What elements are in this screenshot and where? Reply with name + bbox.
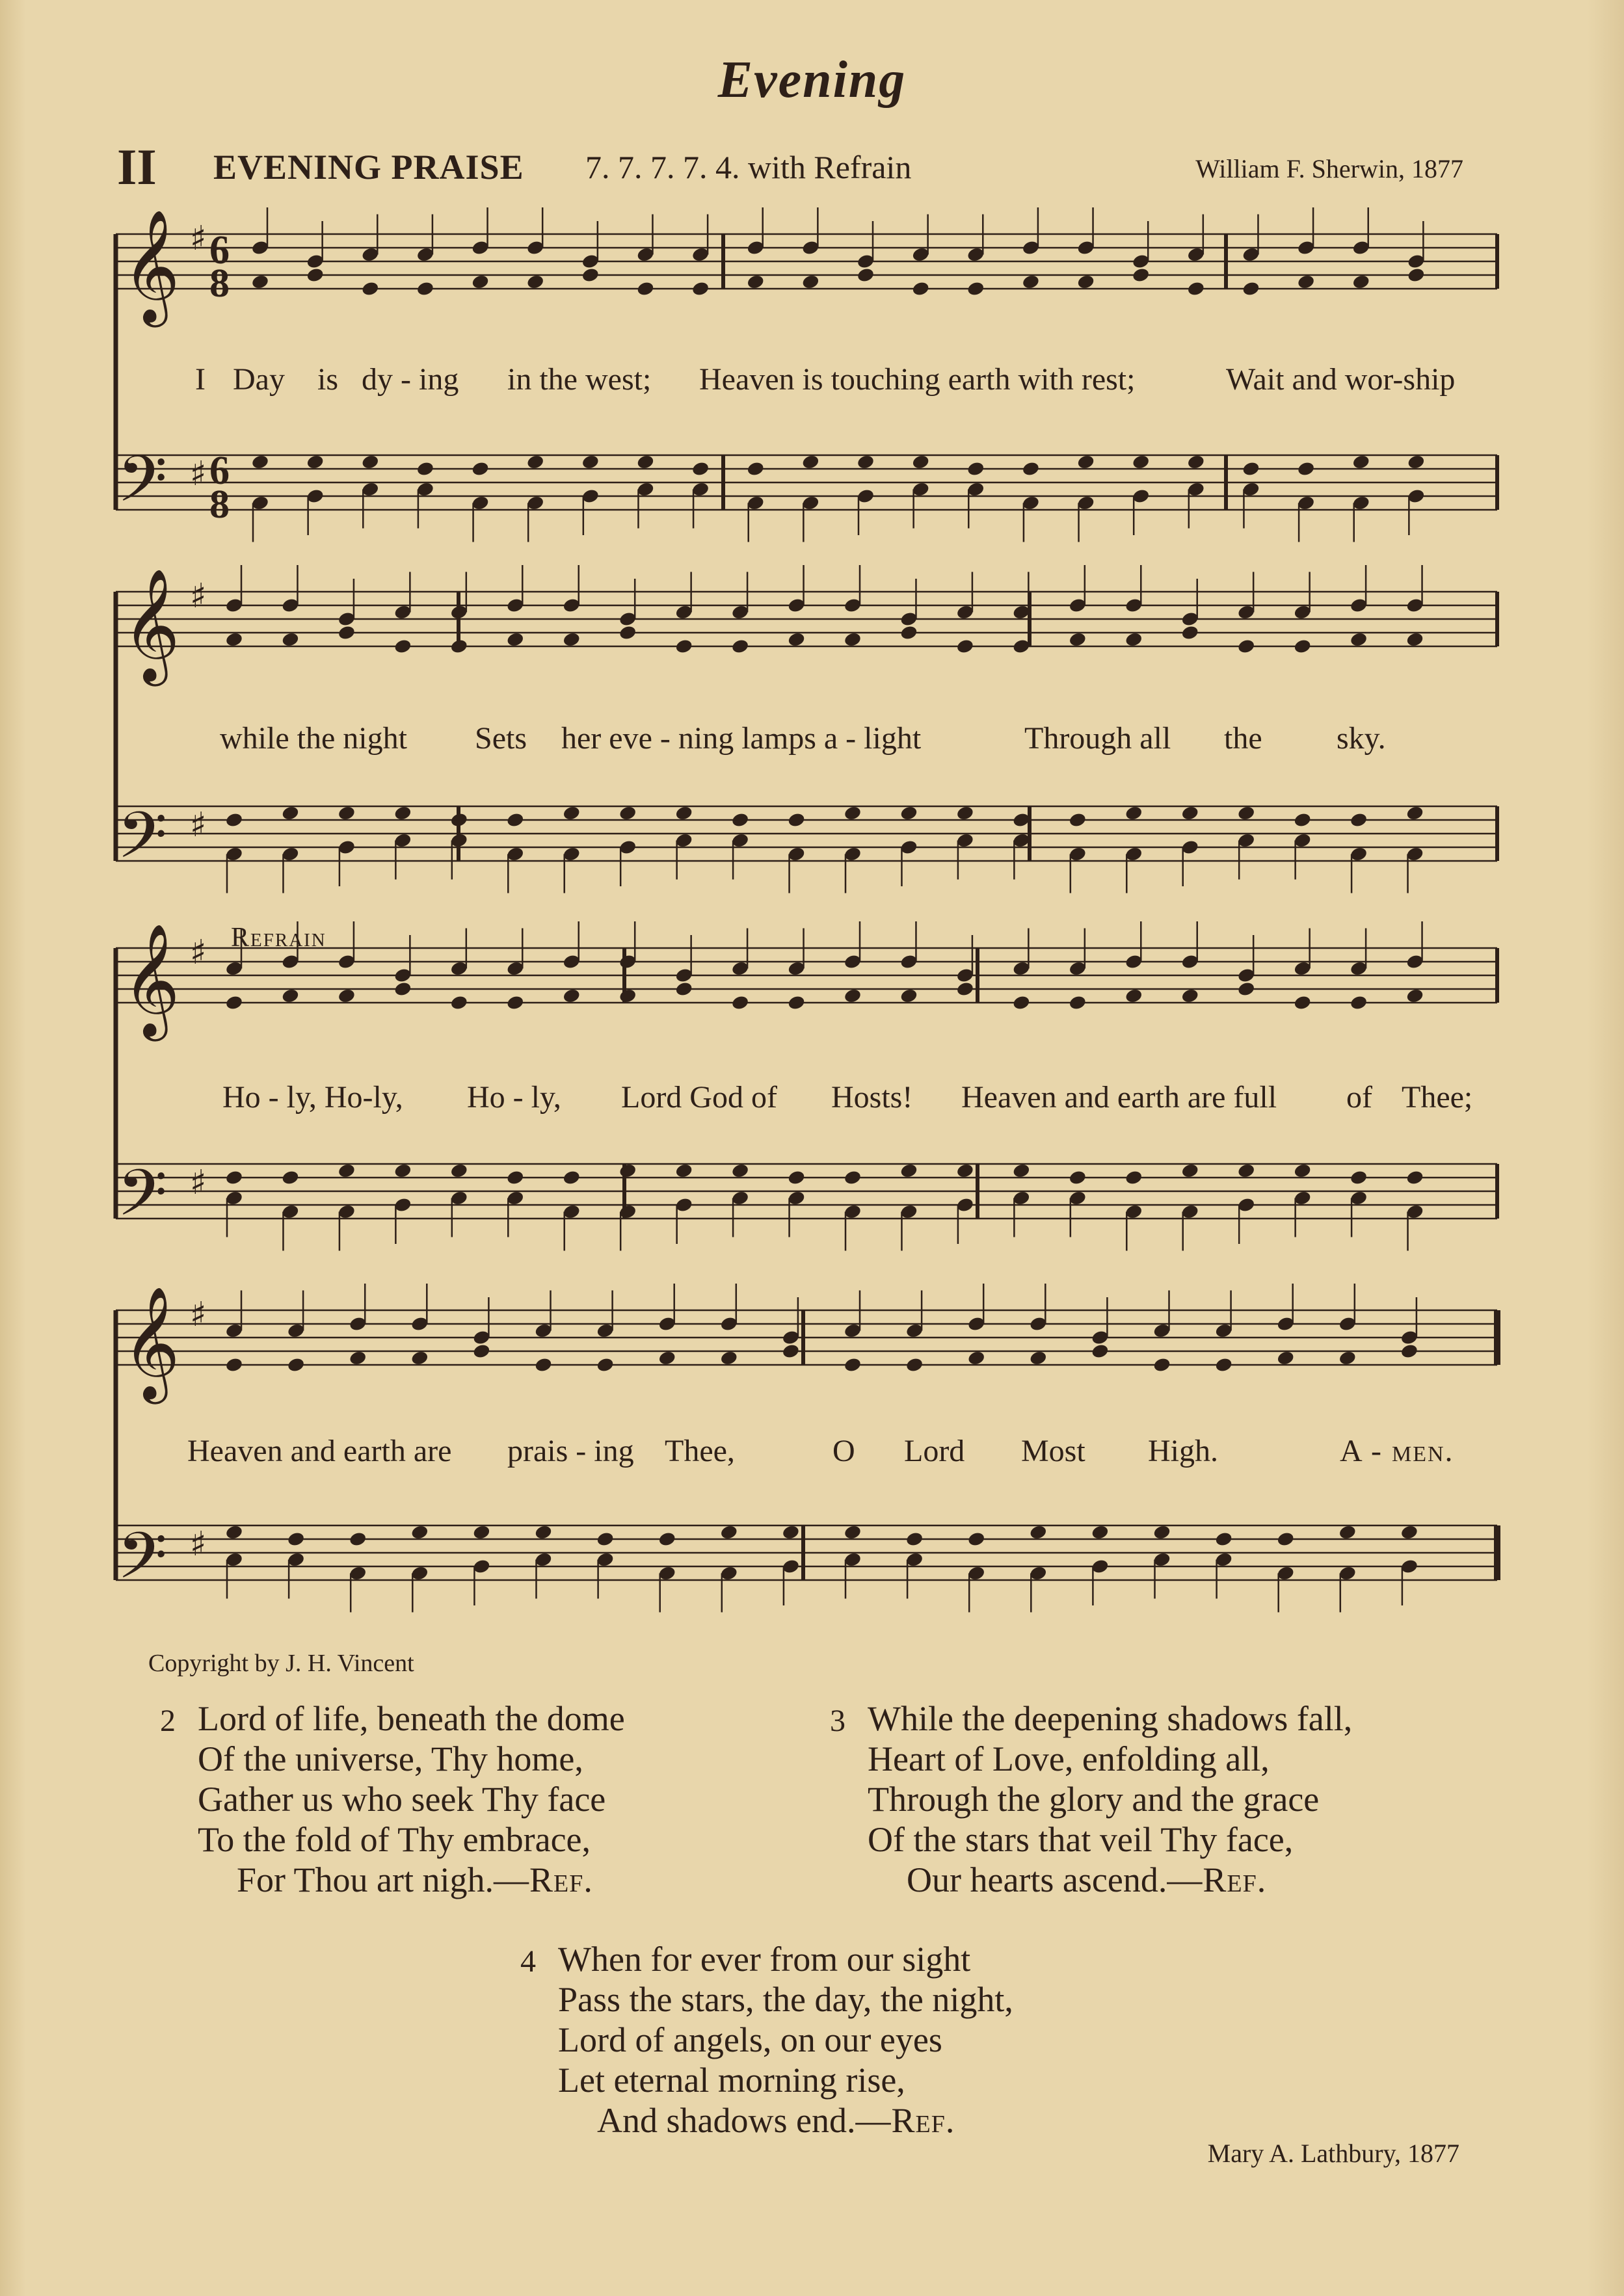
note-head: [674, 981, 693, 997]
lyric-word: Ho - ly,: [467, 1080, 561, 1115]
note-head: [905, 1356, 924, 1373]
note-head: [967, 1531, 986, 1547]
note-head: [1407, 267, 1426, 283]
note-head: [225, 1169, 244, 1185]
note-head: [471, 460, 490, 477]
lyric-word: sky.: [1337, 721, 1386, 756]
verse-last-line: [558, 2100, 1013, 2141]
lyric-word: Lord: [904, 1434, 965, 1468]
sharp-icon: ♯: [190, 1525, 207, 1564]
note-head: [956, 1163, 975, 1179]
bass-clef-icon: [117, 798, 167, 889]
lyric-word: Heaven and earth are: [187, 1434, 452, 1468]
note-head: [787, 631, 806, 648]
note-head: [506, 994, 525, 1010]
note-head: [1125, 1169, 1143, 1185]
note-head: [619, 624, 637, 640]
note-head: [287, 1356, 306, 1373]
note-head: [581, 267, 600, 283]
note-head: [1186, 454, 1205, 470]
note-head: [967, 1350, 986, 1366]
note-head: [596, 1531, 615, 1547]
note-head: [410, 1524, 429, 1540]
treble-staff: [116, 948, 1497, 1003]
verse-last-line: [868, 1860, 1352, 1900]
note-head: [1350, 631, 1368, 648]
note-head: [393, 805, 412, 821]
note-head: [1293, 638, 1312, 654]
note-head: [1029, 1350, 1048, 1366]
note-head: [251, 274, 270, 290]
note-head: [562, 988, 581, 1004]
note-head: [1022, 460, 1041, 477]
note-head: [1242, 280, 1260, 297]
lyric-word: the: [1224, 721, 1262, 756]
note-head: [1012, 1163, 1031, 1179]
note-head: [361, 454, 380, 470]
note-head: [1351, 454, 1370, 470]
note-head: [1297, 274, 1316, 290]
note-head: [911, 280, 930, 297]
sharp-icon: ♯: [190, 219, 207, 258]
lyric-word: Hosts!: [831, 1080, 913, 1115]
note-head: [691, 280, 710, 297]
verse-3: [830, 1698, 1353, 1900]
note-head: [562, 805, 581, 821]
treble-clef-icon: [122, 209, 180, 328]
staves: [116, 219, 1497, 1580]
verse-last-text: And shadows end.: [597, 2101, 856, 2140]
note-head: [966, 280, 985, 297]
lyric-word: High.: [1148, 1434, 1218, 1468]
note-head: [1091, 1524, 1110, 1540]
note-head: [506, 812, 525, 828]
note-head: [281, 631, 300, 648]
verse-line: Heart of Love, enfolding all,: [868, 1739, 1270, 1778]
time-signature: [209, 228, 230, 527]
lyric-word: I: [195, 362, 206, 397]
svg-text:𝄢: 𝄢: [117, 1156, 168, 1247]
note-head: [472, 1343, 491, 1359]
lyric-word: of: [1346, 1080, 1372, 1115]
sharp-icon: ♯: [190, 455, 207, 494]
note-head: [1276, 1350, 1295, 1366]
note-head: [844, 1169, 862, 1185]
note-head: [1350, 1169, 1368, 1185]
lyric-word: prais - ing: [507, 1434, 634, 1468]
note-head: [844, 988, 862, 1004]
note-head: [225, 994, 244, 1010]
note-head: [225, 1524, 244, 1540]
note-head: [1293, 994, 1312, 1010]
note-head: [1237, 981, 1256, 997]
note-head: [636, 454, 655, 470]
verse-line: Let eternal morning rise,: [558, 2061, 905, 2100]
note-head: [1180, 624, 1199, 640]
note-head: [899, 988, 918, 1004]
note-head: [1242, 460, 1260, 477]
hymn-number: II: [117, 139, 157, 195]
note-head: [281, 805, 300, 821]
composer: William F. Sherwin, 1877: [1195, 154, 1463, 183]
note-head: [506, 631, 525, 648]
verse-number: 2: [160, 1704, 176, 1738]
verse-number: 4: [520, 1944, 536, 1979]
tune-name: EVENING PRAISE: [213, 148, 524, 187]
verse-line: To the fold of Thy embrace,: [198, 1820, 591, 1859]
bass-staff: [116, 806, 1497, 861]
note-head: [1180, 805, 1199, 821]
note-head: [1125, 805, 1143, 821]
verse-2: [160, 1698, 625, 1900]
treble-clef-icon: [122, 568, 180, 687]
note-head: [801, 274, 820, 290]
note-head: [658, 1350, 676, 1366]
verse-line: Of the universe, Thy home,: [198, 1739, 583, 1778]
note-head: [1405, 988, 1424, 1004]
note-head: [787, 994, 806, 1010]
svg-text:𝄞: 𝄞: [122, 209, 180, 323]
note-head: [1068, 631, 1087, 648]
note-head: [857, 267, 875, 283]
note-head: [899, 805, 918, 821]
note-head: [1297, 460, 1316, 477]
verse-line: Lord of angels, on our eyes: [558, 2020, 942, 2059]
lyric-word: Through all: [1024, 721, 1171, 756]
note-head: [361, 280, 380, 297]
lyric-word: her eve - ning lamps a - light: [561, 721, 922, 756]
time-sig-top: 6: [209, 449, 230, 493]
lyric-word: Wait and wor-ship: [1226, 362, 1456, 397]
note-head: [787, 1169, 806, 1185]
note-head: [899, 1163, 918, 1179]
note-head: [1029, 1524, 1048, 1540]
note-head: [1214, 1531, 1233, 1547]
note-head: [449, 638, 468, 654]
bass-staff: [116, 1164, 1497, 1219]
note-head: [534, 1524, 553, 1540]
note-head: [1400, 1343, 1419, 1359]
note-head: [956, 981, 975, 997]
lyric-word: Lord God of: [621, 1080, 777, 1115]
treble-staff: [116, 592, 1497, 646]
note-head: [416, 460, 435, 477]
treble-clef-icon: [122, 1286, 180, 1405]
note-head: [338, 805, 356, 821]
note-head: [1068, 994, 1087, 1010]
lyric-word: Ho - ly, Ho-ly,: [222, 1080, 403, 1115]
note-head: [956, 805, 975, 821]
note-head: [844, 631, 862, 648]
note-head: [596, 1356, 615, 1373]
note-head: [393, 638, 412, 654]
bass-clef-icon: [117, 442, 167, 533]
note-head: [581, 454, 600, 470]
note-head: [1068, 812, 1087, 828]
note-head: [1293, 812, 1312, 828]
lyric-word: Thee,: [665, 1434, 735, 1468]
note-head: [857, 454, 875, 470]
verse-number: 3: [830, 1704, 845, 1738]
note-head: [1338, 1350, 1357, 1366]
bass-clef-icon: [117, 1519, 167, 1609]
note-head: [1152, 1524, 1171, 1540]
note-head: [449, 994, 468, 1010]
note-head: [1338, 1524, 1357, 1540]
note-head: [338, 1163, 356, 1179]
note-head: [410, 1350, 429, 1366]
lyric-word: Most: [1021, 1434, 1085, 1468]
sharp-icon: ♯: [190, 806, 207, 845]
note-head: [338, 624, 356, 640]
note-head: [225, 1356, 244, 1373]
note-head: [719, 1350, 738, 1366]
lyric-word: O: [832, 1434, 855, 1468]
note-head: [844, 805, 862, 821]
lyric-word: Heaven is touching earth with rest;: [699, 362, 1136, 397]
note-head: [1237, 638, 1256, 654]
sharp-icon: ♯: [190, 933, 207, 972]
note-head: [1276, 1531, 1295, 1547]
lyric-word: Sets: [475, 721, 527, 756]
verse-line: Of the stars that veil Thy face,: [868, 1820, 1294, 1859]
verse-line: When for ever from our sight: [558, 1940, 971, 1979]
verse-4: [520, 1939, 1013, 2141]
refrain-label: Refrain: [231, 923, 326, 953]
time-sig-bottom: 8: [209, 482, 230, 527]
note-head: [526, 274, 545, 290]
svg-text:𝄞: 𝄞: [122, 568, 180, 681]
note-head: [251, 454, 270, 470]
note-head: [619, 988, 637, 1004]
lyric-word: while the night: [220, 721, 407, 756]
note-head: [306, 267, 325, 283]
note-head: [787, 812, 806, 828]
verse-line: While the deepening shadows fall,: [868, 1699, 1353, 1738]
note-head: [526, 454, 545, 470]
note-head: [801, 454, 820, 470]
note-head: [899, 624, 918, 640]
note-head: [1405, 1169, 1424, 1185]
note-head: [471, 274, 490, 290]
note-head: [1237, 805, 1256, 821]
note-head: [1214, 1356, 1233, 1373]
note-head: [746, 274, 765, 290]
note-head: [1351, 274, 1370, 290]
note-head: [1076, 274, 1095, 290]
note-head: [281, 988, 300, 1004]
notes: [225, 207, 1426, 1613]
note-head: [506, 1169, 525, 1185]
note-head: [911, 454, 930, 470]
note-head: [731, 812, 750, 828]
note-head: [691, 460, 710, 477]
note-head: [674, 805, 693, 821]
note-head: [393, 1163, 412, 1179]
note-head: [534, 1356, 553, 1373]
svg-text:𝄞: 𝄞: [122, 923, 180, 1036]
note-head: [1350, 812, 1368, 828]
ref-marker: —Ref.: [493, 1860, 593, 1899]
lyric-word-amen: A - men.: [1340, 1434, 1454, 1468]
sharp-icon: ♯: [190, 1295, 207, 1334]
note-head: [782, 1343, 801, 1359]
note-head: [1180, 988, 1199, 1004]
bass-clef-icon: [117, 1156, 167, 1247]
note-head: [416, 280, 435, 297]
note-head: [782, 1524, 801, 1540]
note-head: [1350, 994, 1368, 1010]
copyright: Copyright by J. H. Vincent: [148, 1650, 414, 1677]
note-head: [1012, 994, 1031, 1010]
note-head: [674, 638, 693, 654]
note-head: [619, 1163, 637, 1179]
note-head: [287, 1531, 306, 1547]
note-head: [1400, 1524, 1419, 1540]
svg-text:𝄢: 𝄢: [117, 1519, 168, 1609]
svg-text:𝄢: 𝄢: [117, 442, 168, 533]
note-head: [1132, 454, 1151, 470]
note-head: [472, 1524, 491, 1540]
sharp-icon: ♯: [190, 1163, 207, 1202]
verse-last-text: Our hearts ascend.: [907, 1860, 1167, 1899]
verse-line: Gather us who seek Thy face: [198, 1780, 606, 1819]
note-head: [956, 638, 975, 654]
note-head: [746, 460, 765, 477]
note-head: [349, 1350, 367, 1366]
note-head: [281, 1169, 300, 1185]
note-head: [1125, 631, 1143, 648]
note-head: [844, 1524, 862, 1540]
note-head: [1091, 1343, 1110, 1359]
svg-text:𝄢: 𝄢: [117, 798, 168, 889]
note-head: [619, 805, 637, 821]
note-head: [393, 981, 412, 997]
meter: 7. 7. 7. 7. 4. with Refrain: [585, 149, 912, 185]
note-head: [674, 1163, 693, 1179]
note-head: [1407, 454, 1426, 470]
note-head: [1293, 1163, 1312, 1179]
lyric-word: is: [317, 362, 339, 397]
note-head: [636, 280, 655, 297]
lyric-word: in the west;: [507, 362, 652, 397]
note-head: [1180, 1163, 1199, 1179]
note-head: [1022, 274, 1041, 290]
note-head: [658, 1531, 676, 1547]
note-head: [225, 631, 244, 648]
sharp-icon: ♯: [190, 577, 207, 616]
note-head: [905, 1531, 924, 1547]
note-head: [449, 1163, 468, 1179]
verse-last-text: For Thou art nigh.: [237, 1860, 494, 1899]
note-head: [1237, 1163, 1256, 1179]
verse-line: Pass the stars, the day, the night,: [558, 1980, 1013, 2019]
note-head: [1125, 988, 1143, 1004]
note-head: [1152, 1356, 1171, 1373]
ref-marker: —Ref.: [1167, 1860, 1267, 1899]
note-head: [1076, 454, 1095, 470]
treble-clef-icon: [122, 923, 180, 1042]
note-head: [966, 460, 985, 477]
time-sig-bottom: 8: [209, 261, 230, 306]
lyric-word: Heaven and earth are full: [961, 1080, 1277, 1115]
note-head: [449, 812, 468, 828]
note-head: [1405, 805, 1424, 821]
note-head: [349, 1531, 367, 1547]
section-title: Evening: [717, 51, 907, 109]
note-head: [731, 994, 750, 1010]
note-head: [1132, 267, 1151, 283]
note-head: [1068, 1169, 1087, 1185]
ref-marker: —Ref.: [855, 2101, 955, 2140]
note-head: [338, 988, 356, 1004]
note-head: [1186, 280, 1205, 297]
note-head: [844, 1356, 862, 1373]
lyric-word: dy - ing: [362, 362, 459, 397]
verse-line: Through the glory and the grace: [868, 1780, 1320, 1819]
time-sig-top: 6: [209, 228, 230, 272]
svg-text:𝄞: 𝄞: [122, 1286, 180, 1399]
lyric-word: Day: [233, 362, 285, 397]
note-head: [562, 1169, 581, 1185]
note-head: [225, 812, 244, 828]
author: Mary A. Lathbury, 1877: [1207, 2139, 1459, 2168]
note-head: [1405, 631, 1424, 648]
note-head: [719, 1524, 738, 1540]
note-head: [731, 1163, 750, 1179]
clefs: [117, 209, 180, 1609]
note-head: [731, 638, 750, 654]
note-head: [306, 454, 325, 470]
note-head: [562, 631, 581, 648]
verse-line: Lord of life, beneath the dome: [198, 1699, 625, 1738]
lyric-word: Thee;: [1402, 1080, 1473, 1115]
verse-last-line: [198, 1860, 625, 1900]
